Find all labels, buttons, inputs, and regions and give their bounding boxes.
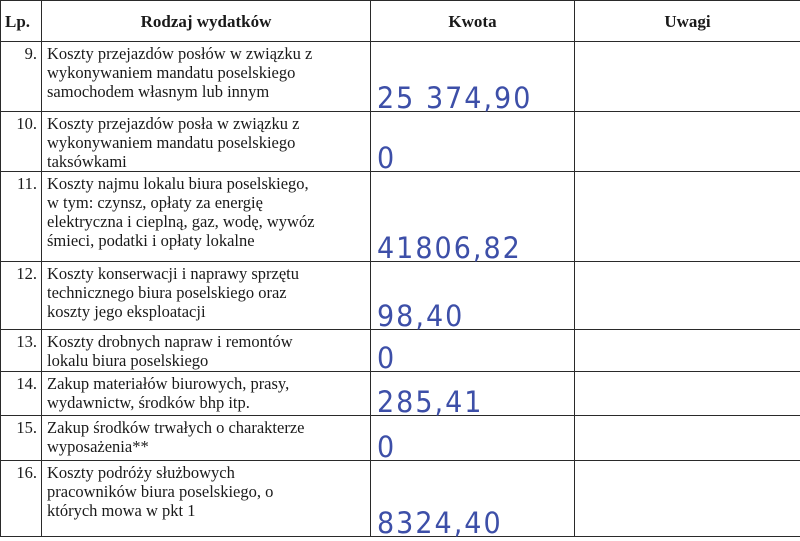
table-row <box>1 461 800 537</box>
row-number: 10. <box>1 112 42 172</box>
row-number: 13. <box>1 330 42 372</box>
amount-cell <box>371 416 575 461</box>
description-line: Koszty konserwacji i naprawy sprzętu <box>47 264 365 283</box>
handwritten-amount: 285,41 <box>377 392 483 413</box>
header-uwagi: Uwagi <box>575 1 800 42</box>
description-line: których mowa w pkt 1 <box>47 501 365 520</box>
amount-cell <box>371 461 575 537</box>
description-line: pracowników biura poselskiego, o <box>47 482 365 501</box>
description-line: Koszty przejazdów posłów w związku z <box>47 44 365 63</box>
table-header-row <box>1 1 800 42</box>
row-number: 14. <box>1 372 42 416</box>
handwritten-amount: 41806,82 <box>377 238 522 259</box>
table-row <box>1 372 800 416</box>
expense-description <box>42 262 371 330</box>
expense-description <box>42 42 371 112</box>
description-line: Zakup materiałów biurowych, prasy, <box>47 374 365 393</box>
amount-cell <box>371 42 575 112</box>
remarks-cell <box>575 262 800 330</box>
expense-description <box>42 461 371 537</box>
expense-description <box>42 372 371 416</box>
table-row <box>1 172 800 262</box>
expense-description <box>42 416 371 461</box>
row-number: 9. <box>1 42 42 112</box>
handwritten-amount: 25 374,90 <box>377 88 532 109</box>
row-number: 11. <box>1 172 42 262</box>
row-number: 16. <box>1 461 42 537</box>
row-number: 12. <box>1 262 42 330</box>
table-row <box>1 42 800 112</box>
table-row <box>1 262 800 330</box>
amount-cell <box>371 262 575 330</box>
handwritten-amount: 8324,40 <box>377 513 503 534</box>
description-line: koszty jego eksploatacji <box>47 302 365 321</box>
expense-description <box>42 112 371 172</box>
description-line: Koszty najmu lokalu biura poselskiego, <box>47 174 365 193</box>
description-line: wyposażenia** <box>47 437 365 456</box>
description-line: Koszty drobnych napraw i remontów <box>47 332 365 351</box>
remarks-cell <box>575 416 800 461</box>
remarks-cell <box>575 330 800 372</box>
description-line: śmieci, podatki i opłaty lokalne <box>47 231 365 250</box>
handwritten-amount: 0 <box>377 348 396 369</box>
description-line: taksówkami <box>47 152 365 171</box>
header-kwota: Kwota <box>371 1 575 42</box>
header-lp: Lp. <box>1 1 42 42</box>
remarks-cell <box>575 372 800 416</box>
description-line: elektryczna i cieplną, gaz, wodę, wywóz <box>47 212 365 231</box>
remarks-cell <box>575 172 800 262</box>
remarks-cell <box>575 42 800 112</box>
description-line: Koszty podróży służbowych <box>47 463 365 482</box>
amount-cell <box>371 372 575 416</box>
handwritten-amount: 98,40 <box>377 306 464 327</box>
description-line: wykonywaniem mandatu poselskiego <box>47 63 365 82</box>
amount-cell <box>371 112 575 172</box>
remarks-cell <box>575 112 800 172</box>
remarks-cell <box>575 461 800 537</box>
description-line: wydawnictw, środków bhp itp. <box>47 393 365 412</box>
handwritten-amount: 0 <box>377 437 396 458</box>
description-line: w tym: czynsz, opłaty za energię <box>47 193 365 212</box>
description-line: Koszty przejazdów posła w związku z <box>47 114 365 133</box>
table-row <box>1 330 800 372</box>
table-row <box>1 112 800 172</box>
header-rodzaj: Rodzaj wydatków <box>42 1 371 42</box>
amount-cell <box>371 172 575 262</box>
description-line: wykonywaniem mandatu poselskiego <box>47 133 365 152</box>
description-line: samochodem własnym lub innym <box>47 82 365 101</box>
expense-description <box>42 172 371 262</box>
expense-description <box>42 330 371 372</box>
row-number: 15. <box>1 416 42 461</box>
description-line: Zakup środków trwałych o charakterze <box>47 418 365 437</box>
amount-cell <box>371 330 575 372</box>
description-line: lokalu biura poselskiego <box>47 351 365 370</box>
table-row <box>1 416 800 461</box>
handwritten-amount: 0 <box>377 148 396 169</box>
description-line: technicznego biura poselskiego oraz <box>47 283 365 302</box>
